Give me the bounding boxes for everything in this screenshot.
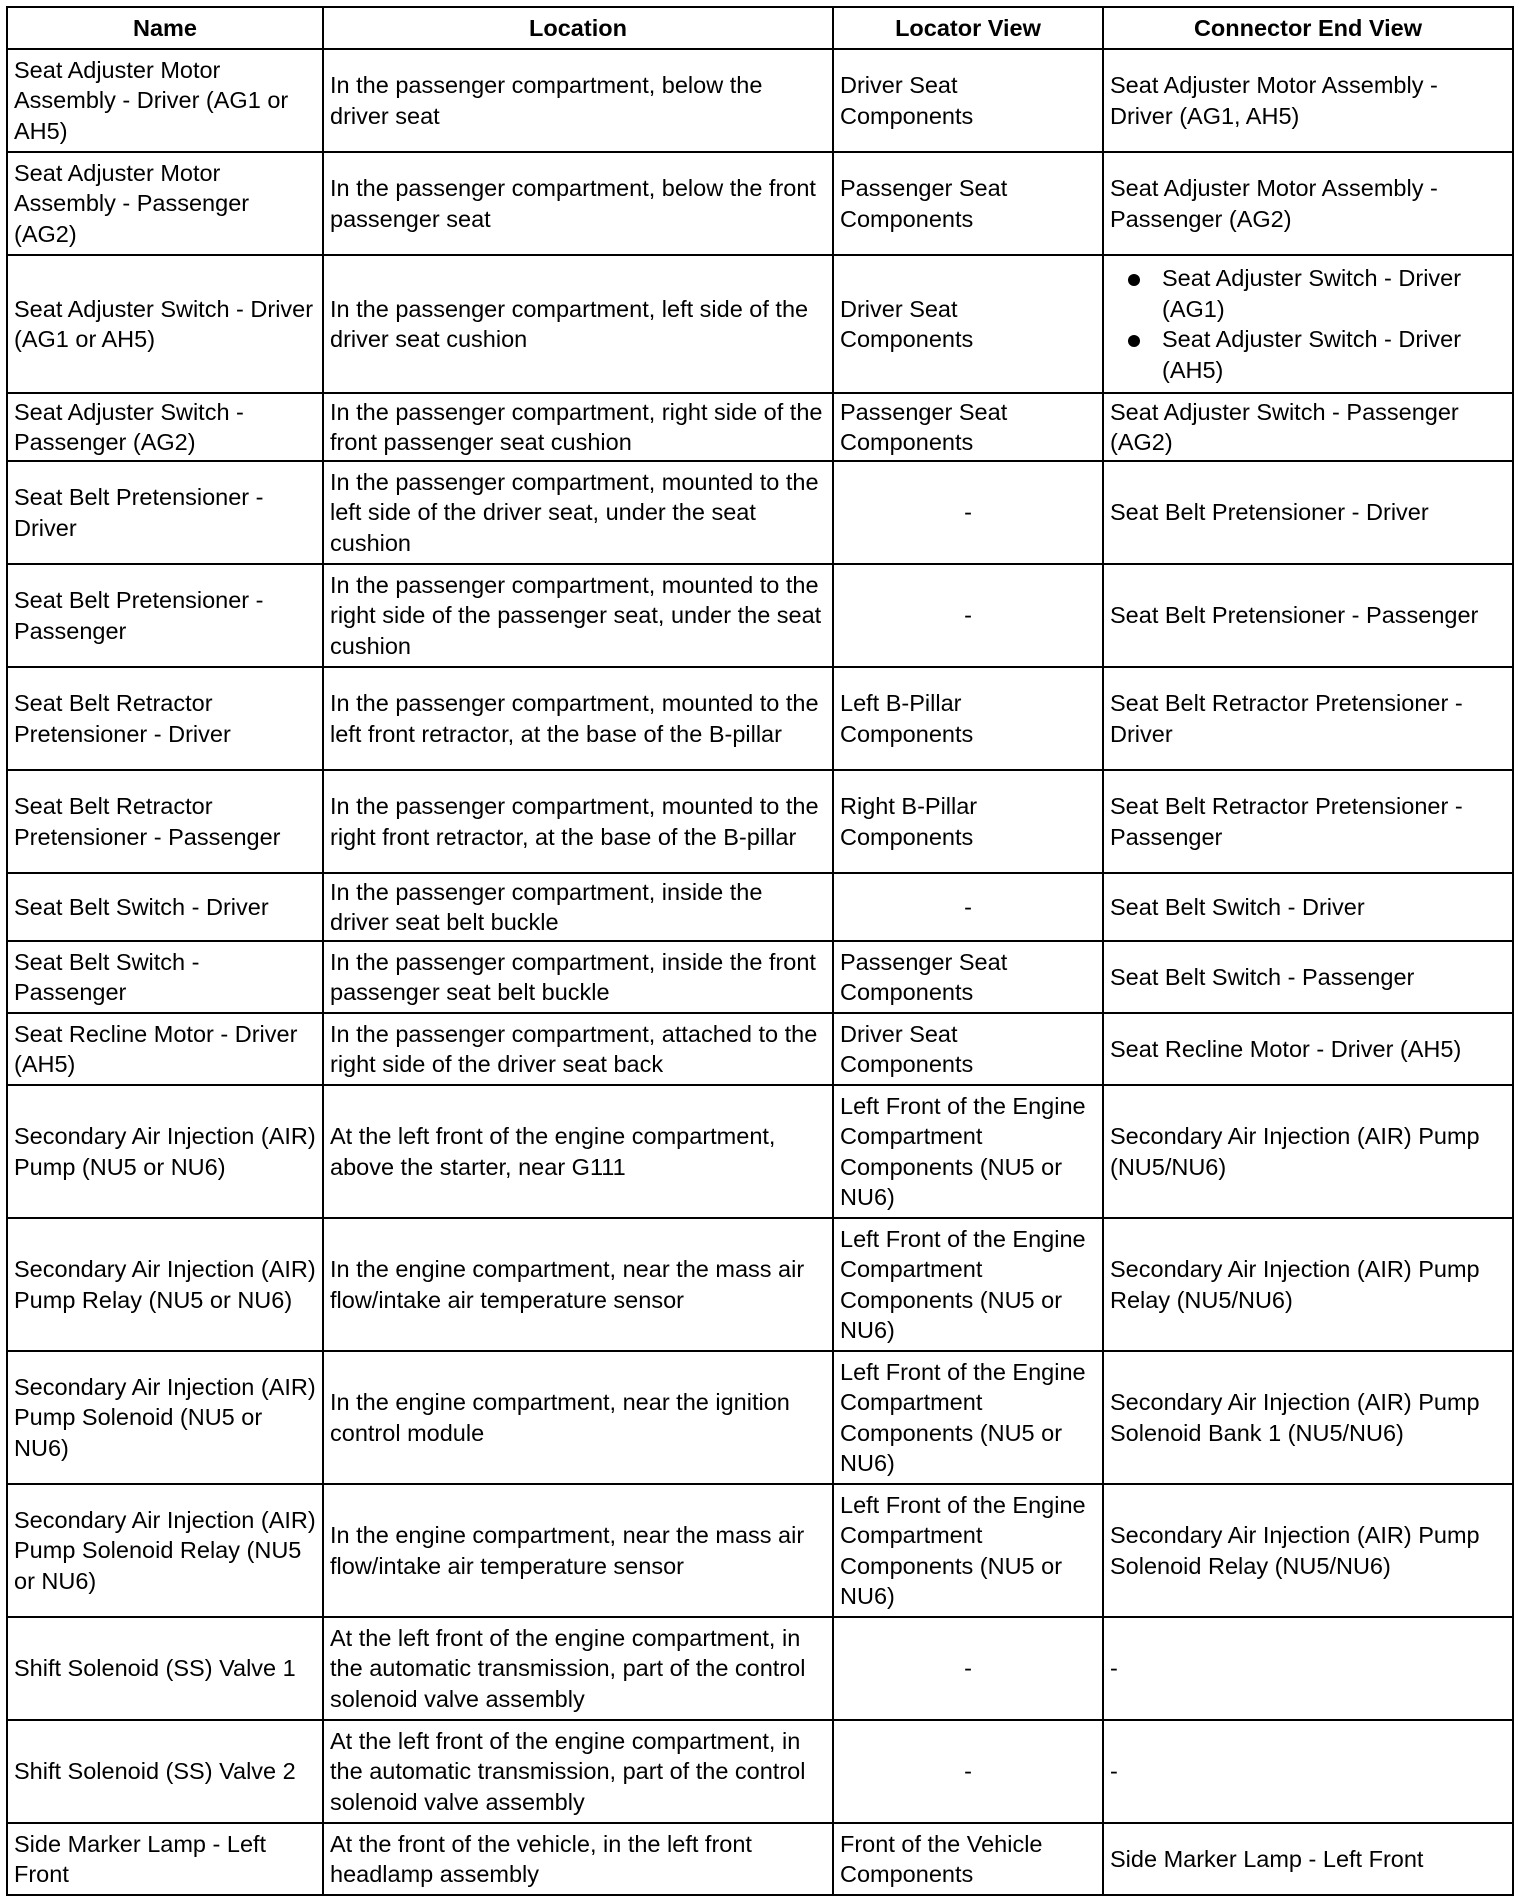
cell-location: In the passenger compartment, inside the driver seat belt buckle	[323, 873, 833, 941]
cell-location: In the passenger compartment, below the driver seat	[323, 49, 833, 152]
cell-location: In the passenger compartment, mounted to the left side of the driver seat, under the seat cushion	[323, 461, 833, 564]
cell-connector-end-view	[1103, 255, 1513, 393]
cell-connector-end-view: -	[1103, 1720, 1513, 1823]
cell-name: Seat Adjuster Switch - Driver (AG1 or AH5)	[7, 255, 323, 393]
cell-locator-view: Left Front of the Engine Compartment Components (NU5 or NU6)	[833, 1218, 1103, 1351]
table-row	[7, 152, 1513, 255]
cell-location: In the passenger compartment, mounted to the right side of the passenger seat, under the seat cushion	[323, 564, 833, 667]
cell-location: In the passenger compartment, right side of the front passenger seat cushion	[323, 393, 833, 461]
cell-location: In the passenger compartment, mounted to the left front retractor, at the base of the B-pillar	[323, 667, 833, 770]
table-row	[7, 941, 1513, 1013]
header-row	[7, 7, 1513, 49]
cell-locator-view: Passenger Seat Components	[833, 152, 1103, 255]
table-row	[7, 1085, 1513, 1218]
table-row	[7, 667, 1513, 770]
table-row	[7, 49, 1513, 152]
cell-connector-end-view: Side Marker Lamp - Left Front	[1103, 1823, 1513, 1895]
cell-connector-end-view: Seat Belt Pretensioner - Driver	[1103, 461, 1513, 564]
cell-locator-view: Passenger Seat Components	[833, 393, 1103, 461]
table-row	[7, 1617, 1513, 1720]
table-row	[7, 1720, 1513, 1823]
cell-name: Seat Adjuster Motor Assembly - Driver (AG1 or AH5)	[7, 49, 323, 152]
table-row	[7, 873, 1513, 941]
cell-location: At the front of the vehicle, in the left front headlamp assembly	[323, 1823, 833, 1895]
table-row	[7, 1351, 1513, 1484]
table-row	[7, 1218, 1513, 1351]
cell-location: In the engine compartment, near the mass air flow/intake air temperature sensor	[323, 1484, 833, 1617]
cell-connector-end-view: Seat Adjuster Switch - Passenger (AG2)	[1103, 393, 1513, 461]
cell-locator-view: Left B-Pillar Components	[833, 667, 1103, 770]
cell-locator-view: Driver Seat Components	[833, 1013, 1103, 1085]
table-row	[7, 255, 1513, 393]
table-row	[7, 461, 1513, 564]
cell-locator-view: Right B-Pillar Components	[833, 770, 1103, 873]
list-item: Seat Adjuster Switch - Driver (AH5)	[1162, 324, 1506, 385]
cell-name: Shift Solenoid (SS) Valve 1	[7, 1617, 323, 1720]
cell-location: In the engine compartment, near the mass air flow/intake air temperature sensor	[323, 1218, 833, 1351]
table-row	[7, 770, 1513, 873]
cell-locator-view: -	[833, 873, 1103, 941]
cell-locator-view: -	[833, 1617, 1103, 1720]
cell-locator-view: -	[833, 461, 1103, 564]
connector-bullet-list	[1110, 263, 1506, 385]
cell-locator-view: Front of the Vehicle Components	[833, 1823, 1103, 1895]
cell-location: In the passenger compartment, mounted to the right front retractor, at the base of the B-pillar	[323, 770, 833, 873]
cell-connector-end-view: Seat Belt Switch - Passenger	[1103, 941, 1513, 1013]
cell-connector-end-view: Seat Belt Retractor Pretensioner - Driver	[1103, 667, 1513, 770]
cell-connector-end-view: Seat Adjuster Motor Assembly - Driver (AG1, AH5)	[1103, 49, 1513, 152]
header-location: Location	[323, 7, 833, 49]
cell-name: Shift Solenoid (SS) Valve 2	[7, 1720, 323, 1823]
cell-name: Secondary Air Injection (AIR) Pump Solenoid Relay (NU5 or NU6)	[7, 1484, 323, 1617]
header-locator-view: Locator View	[833, 7, 1103, 49]
cell-connector-end-view: Seat Belt Pretensioner - Passenger	[1103, 564, 1513, 667]
cell-name: Seat Belt Pretensioner - Passenger	[7, 564, 323, 667]
cell-locator-view: -	[833, 564, 1103, 667]
cell-location: In the engine compartment, near the ignition control module	[323, 1351, 833, 1484]
cell-locator-view: Driver Seat Components	[833, 255, 1103, 393]
cell-connector-end-view: Secondary Air Injection (AIR) Pump Solenoid Bank 1 (NU5/NU6)	[1103, 1351, 1513, 1484]
cell-connector-end-view: Secondary Air Injection (AIR) Pump Solenoid Relay (NU5/NU6)	[1103, 1484, 1513, 1617]
cell-location: In the passenger compartment, inside the front passenger seat belt buckle	[323, 941, 833, 1013]
cell-connector-end-view: -	[1103, 1617, 1513, 1720]
cell-connector-end-view: Seat Recline Motor - Driver (AH5)	[1103, 1013, 1513, 1085]
cell-name: Secondary Air Injection (AIR) Pump (NU5 or NU6)	[7, 1085, 323, 1218]
cell-connector-end-view: Seat Belt Retractor Pretensioner - Passenger	[1103, 770, 1513, 873]
cell-location: At the left front of the engine compartment, in the automatic transmission, part of the control solenoid valve assembly	[323, 1617, 833, 1720]
table-row	[7, 1013, 1513, 1085]
cell-connector-end-view: Secondary Air Injection (AIR) Pump (NU5/NU6)	[1103, 1085, 1513, 1218]
cell-location: At the left front of the engine compartment, in the automatic transmission, part of the control solenoid valve assembly	[323, 1720, 833, 1823]
list-item: Seat Adjuster Switch - Driver (AG1)	[1162, 263, 1506, 324]
cell-locator-view: Passenger Seat Components	[833, 941, 1103, 1013]
cell-locator-view: Left Front of the Engine Compartment Components (NU5 or NU6)	[833, 1085, 1103, 1218]
cell-location: In the passenger compartment, below the front passenger seat	[323, 152, 833, 255]
table-row	[7, 393, 1513, 461]
table-row	[7, 1823, 1513, 1895]
cell-connector-end-view: Seat Belt Switch - Driver	[1103, 873, 1513, 941]
cell-connector-end-view: Secondary Air Injection (AIR) Pump Relay (NU5/NU6)	[1103, 1218, 1513, 1351]
cell-location: In the passenger compartment, left side of the driver seat cushion	[323, 255, 833, 393]
cell-name: Seat Belt Pretensioner - Driver	[7, 461, 323, 564]
cell-location: At the left front of the engine compartment, above the starter, near G111	[323, 1085, 833, 1218]
header-connector-end-view: Connector End View	[1103, 7, 1513, 49]
cell-name: Seat Belt Switch - Driver	[7, 873, 323, 941]
cell-locator-view: Left Front of the Engine Compartment Components (NU5 or NU6)	[833, 1351, 1103, 1484]
cell-name: Secondary Air Injection (AIR) Pump Relay (NU5 or NU6)	[7, 1218, 323, 1351]
cell-location: In the passenger compartment, attached to the right side of the driver seat back	[323, 1013, 833, 1085]
cell-name: Seat Recline Motor - Driver (AH5)	[7, 1013, 323, 1085]
cell-locator-view: Left Front of the Engine Compartment Components (NU5 or NU6)	[833, 1484, 1103, 1617]
cell-connector-end-view: Seat Adjuster Motor Assembly - Passenger (AG2)	[1103, 152, 1513, 255]
cell-name: Secondary Air Injection (AIR) Pump Solenoid (NU5 or NU6)	[7, 1351, 323, 1484]
cell-locator-view: -	[833, 1720, 1103, 1823]
cell-name: Seat Belt Switch - Passenger	[7, 941, 323, 1013]
cell-name: Seat Belt Retractor Pretensioner - Driver	[7, 667, 323, 770]
table-row	[7, 564, 1513, 667]
cell-name: Seat Adjuster Motor Assembly - Passenger (AG2)	[7, 152, 323, 255]
cell-name: Seat Belt Retractor Pretensioner - Passenger	[7, 770, 323, 873]
cell-locator-view: Driver Seat Components	[833, 49, 1103, 152]
cell-name: Side Marker Lamp - Left Front	[7, 1823, 323, 1895]
component-locator-table	[6, 6, 1514, 1896]
header-name: Name	[7, 7, 323, 49]
table-row	[7, 1484, 1513, 1617]
cell-name: Seat Adjuster Switch - Passenger (AG2)	[7, 393, 323, 461]
